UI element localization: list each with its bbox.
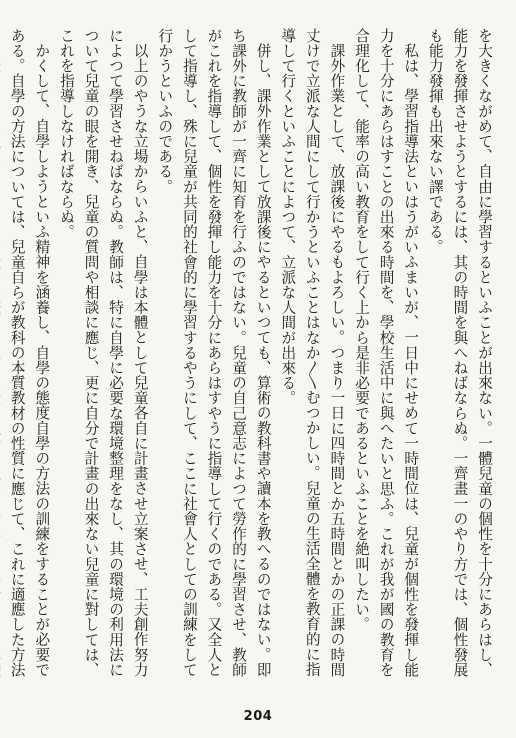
paragraph-4: 併し、課外作業として放課後にやるといつても、算術の教科書や讀本を教へるのではない。即ち課外に教師が一齊に知育を行ふのではない。兒童の自己意志によつて勞作的に學習させ、教師がこれを指導して、個性を發揮し能力を十分にあらはすやうに指導して行くのである。又全人として指導し、殊に兒童が共同的社會的に學習するやうにして、ここに社會人としての訓練をして行かうといふのである。: [156, 28, 272, 678]
paragraph-6: かくして、自學しようといふ精神を涵養し、自學の態度自學の方法の訓練をすることが必要である。自學の方法については、兒童自らが教科の本質教材の性質に應じて、これに適應した方法: [8, 28, 51, 678]
paragraph-2: 私は、學習指導法といはうがいふまいが、一日中にせめて一時間位は、兒童が個性を發揮し能力を十分にあらはすことの出來る時間を、學校生活中に與へたいと思ふ。これが我が國の教育を合理化して、能率の高い教育をして行く上から是非必要であるといふことを絶叫したい。: [353, 28, 420, 678]
vertical-text-body: [8, 28, 496, 683]
paragraph-3: 課外作業として、放課後にやるもよろしい。つまり一日に四時間とか五時間とかの正課の時間丈けで立派な人間にして行かうといふことはなか〳〵むつかしい。兒童の生活全體を教育的に指導して行くといふことによつて、立派な人間が出來る。: [279, 28, 346, 677]
page-number: 204: [243, 709, 273, 724]
paragraph-1: を大きくながめて、自由に學習するといふことが出來ない。一體兒童の個性を十分にあらはし、能力を發揮させようとするには、其の時間を與へねばならぬ。一齊畫一のやり方では、個性發展も能力發揮も出來ない譯である。: [426, 28, 493, 678]
paragraph-5: 以上のやうな立場からいふと、自學は本體として兒童各自に計畫させ立案させ、工夫創作努力によつて學習させねばならぬ。教師は、特に自學に必要な環境整理をなし、其の環境の利用法について兒童の眼を開き、兒童の質問や相談に應じ、更に自分で計畫の出來ない兒童に對しては、これを指導しなければならぬ。: [57, 28, 149, 678]
